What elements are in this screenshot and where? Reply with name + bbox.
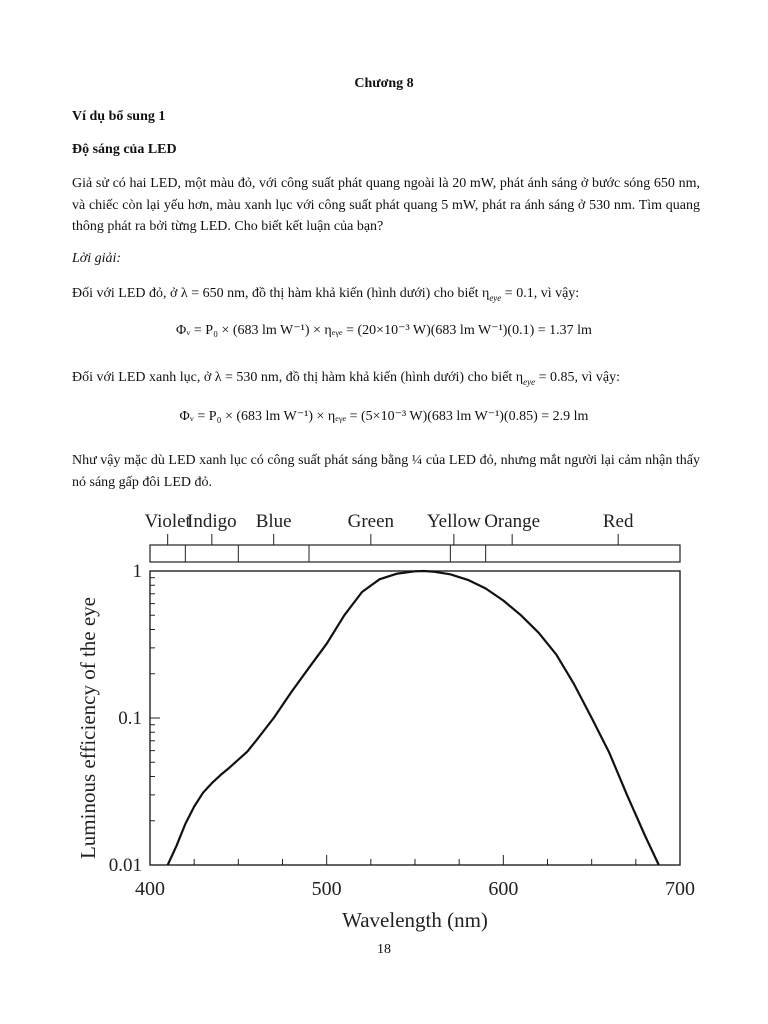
y-tick-label: 0.1 [118, 708, 142, 729]
y-tick-label: 1 [132, 561, 142, 582]
band-label-red: Red [602, 511, 634, 532]
luminous-efficiency-chart [70, 505, 710, 935]
page-number: 18 [377, 942, 391, 957]
band-label-yellow: Yellow [426, 511, 481, 532]
x-tick-label: 700 [665, 878, 695, 900]
problem-statement: Giả sử có hai LED, một màu đỏ, với công suất phát quang ngoài là 20 mW, phát ánh sáng ở bước sóng 650 nm, và chiếc còn lại yếu hơn, màu xanh lục với công suất phát quang 5 mW, phát ra ánh sáng ở 530 nm. Tìm quang thông phát ra bởi từng LED. Cho biết kết luận của bạn? [72, 176, 700, 234]
y-tick-label: 0.01 [108, 855, 142, 876]
example-title: Ví dụ bổ sung 1 [72, 109, 166, 124]
x-tick-label: 600 [488, 878, 519, 900]
conclusion-paragraph: Như vậy mặc dù LED xanh lục có công suất phát sáng bằng ¼ của LED đỏ, nhưng mắt người lại cảm nhận thấy nó sáng gấp đôi LED đỏ. [72, 453, 700, 490]
color-band-strip [150, 545, 680, 562]
x-axis-label: Wavelength (nm) [342, 908, 488, 932]
band-label-orange: Orange [484, 511, 541, 532]
band-label-blue: Blue [255, 511, 292, 532]
red-led-equation: Φᵥ = P₀ × (683 lm W⁻¹) × ηₑᵧₑ = (20×10⁻³ W)(683 lm W⁻¹)(0.1) = 1.37 lm [176, 323, 592, 338]
chapter-heading: Chương 8 [354, 76, 414, 91]
plot-frame [150, 571, 680, 865]
band-label-green: Green [347, 511, 395, 532]
example-subtitle: Độ sáng của LED [72, 142, 177, 157]
green-led-intro: Đối với LED xanh lục, ở λ = 530 nm, đồ thị hàm khả kiến (hình dưới) cho biết $\eta_{eye} = 0.85$, vì vậy: [72, 370, 620, 387]
band-label-violet: Violet [144, 511, 191, 532]
green-led-equation: Φᵥ = P₀ × (683 lm W⁻¹) × ηₑᵧₑ = (5×10⁻³ W)(683 lm W⁻¹)(0.85) = 2.9 lm [179, 409, 589, 424]
efficiency-curve [168, 571, 659, 865]
red-led-intro: Đối với LED đỏ, ở λ = 650 nm, đồ thị hàm khả kiến (hình dưới) cho biết $\eta_{eye} = 0.1$, vì vậy: [72, 286, 580, 303]
x-tick-label: 400 [135, 878, 165, 900]
x-tick-label: 500 [311, 878, 342, 900]
band-label-indigo: Indigo [187, 511, 237, 532]
y-axis-label: Luminous efficiency of the eye [76, 596, 100, 860]
solution-label: Lời giải: [72, 251, 122, 266]
